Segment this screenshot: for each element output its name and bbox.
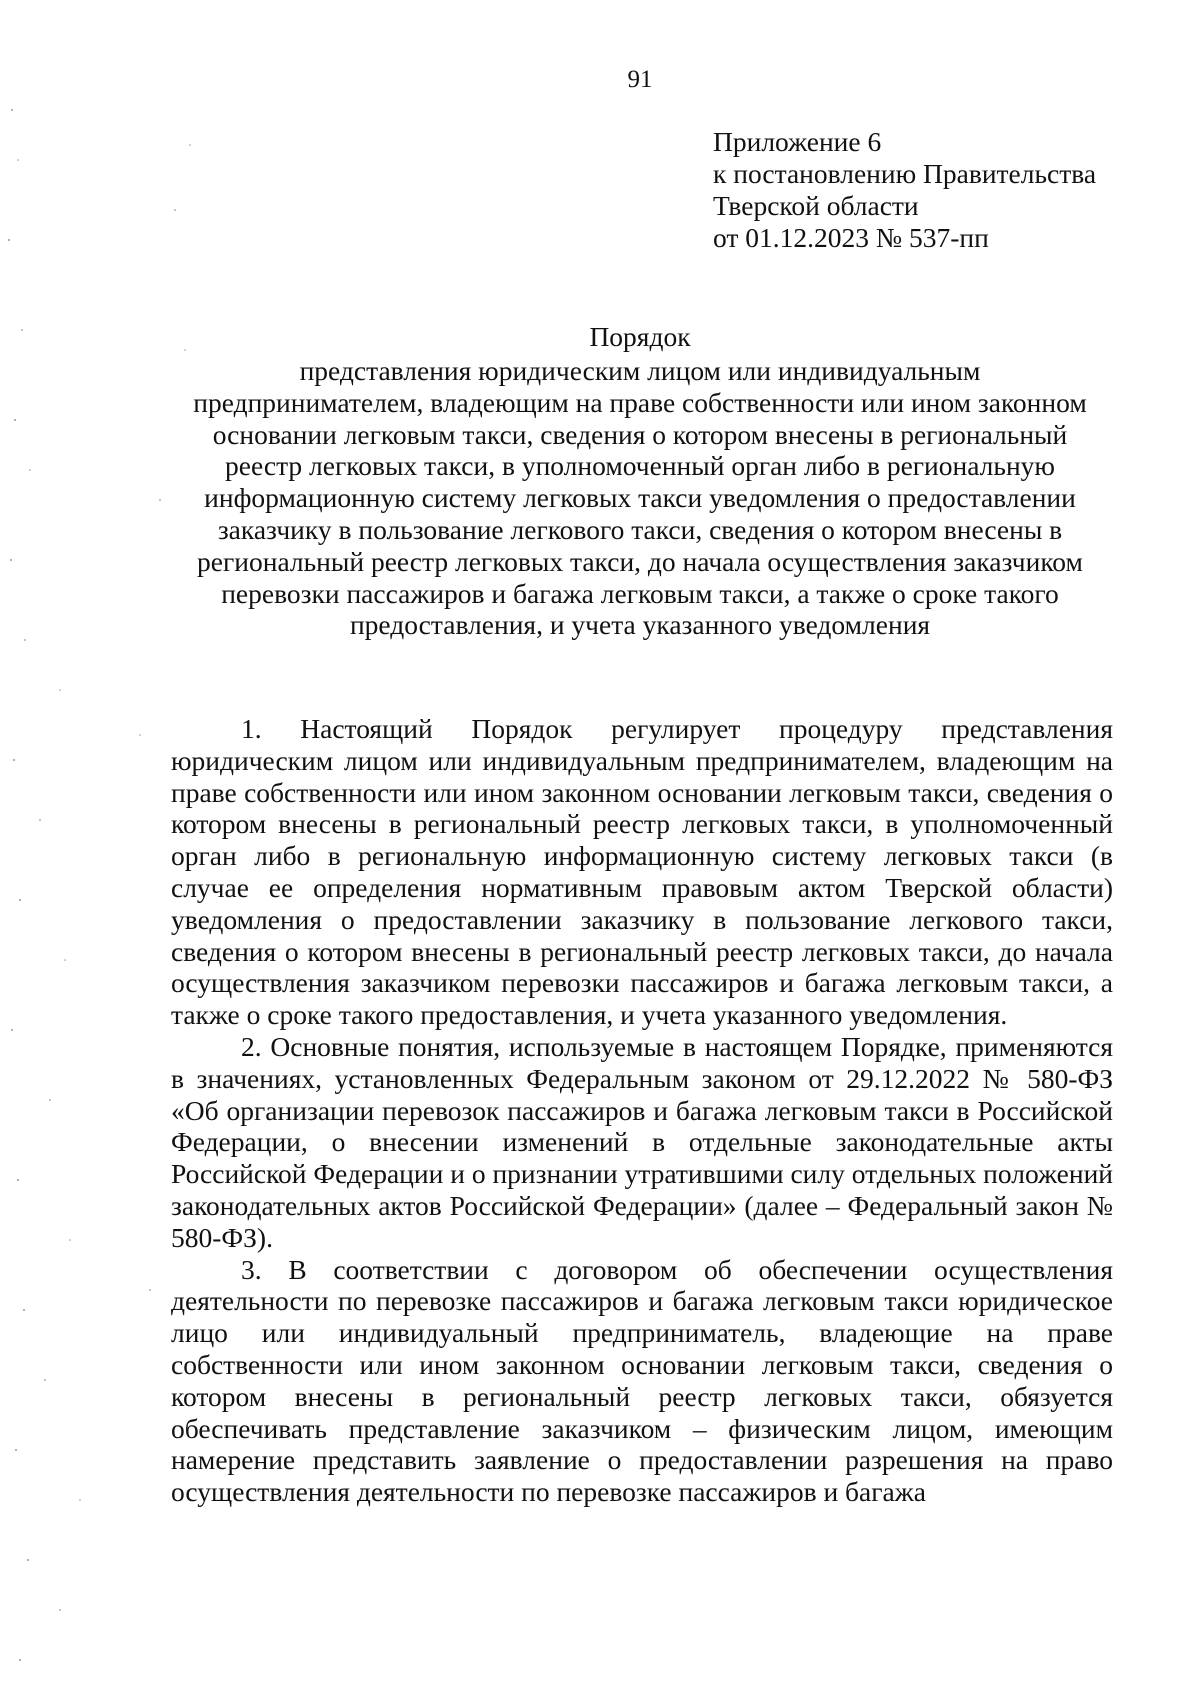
appendix-line: к постановлению Правительства (713, 158, 1097, 189)
subtitle-line: предпринимателем, владеющим на праве собственности или ином законном (193, 386, 1087, 418)
subtitle-line: заказчику в пользование легкового такси, сведения о котором внесены в (217, 513, 1063, 545)
appendix-line: Приложение 6 (713, 126, 882, 157)
appendix-block (713, 126, 1183, 254)
subtitle-line: региональный реестр легковых такси, до начала осуществления заказчиком (197, 545, 1083, 577)
appendix-line: от 01.12.2023 № 537-пп (713, 222, 989, 253)
page-number: 91 (627, 66, 653, 93)
document-body (171, 713, 1113, 1508)
subtitle-line: информационную систему легковых такси уведомления о предоставлении (204, 482, 1076, 514)
subtitle-line: представления юридическим лицом или индивидуальным (299, 355, 981, 386)
appendix-line: Тверской области (713, 190, 919, 221)
document-subtitle (170, 355, 1110, 641)
paragraph-3: 3. В соответствии с договором об обеспечении осуществления деятельности по перевозке пассажиров и багажа легковым такси юридическое лицо или индивидуальный предприниматель, владеющие на праве собственности или ином законном основании легковым такси, сведения о котором внесены в региональный реестр легковых такси, обязуется обеспечивать представление заказчиком – физическим лицом, имеющим намерение представить заявление о предоставлении разрешения на право осуществления деятельности по перевозке пассажиров и багажа (171, 1253, 1113, 1508)
document-title: Порядок (589, 321, 691, 352)
paragraph-1: 1. Настоящий Порядок регулирует процедуру представления юридическим лицом или индивидуальным предпринимателем, владеющим на праве собственности или ином законном основании легковым такси, сведения о котором внесены в региональный реестр легковых такси, в уполномоченный орган либо в региональную информационную систему легковых такси (в случае ее определения нормативным правовым актом Тверской области) уведомления о предоставлении заказчику в пользование легкового такси, сведения о котором внесены в региональный реестр легковых такси, до начала осуществления заказчиком перевозки пассажиров и багажа легковым такси, а также о сроке такого предоставления, и учета указанного уведомления. (171, 713, 1113, 1031)
subtitle-line: перевозки пассажиров и багажа легковым такси, а также о сроке такого (221, 577, 1059, 609)
subtitle-line: основании легковым такси, сведения о котором внесены в региональный (212, 418, 1068, 450)
paragraph-2: 2. Основные понятия, используемые в настоящем Порядке, применяются в значениях, установленных Федеральным законом от 29.12.2022 № 580-ФЗ «Об организации перевозок пассажиров и багажа легковым такси в Российской Федерации, о внесении изменений в отдельные законодательные акты Российской Федерации и о признании утратившими силу отдельных положений законодательных актов Российской Федерации» (далее – Федеральный закон № 580-ФЗ). (171, 1030, 1113, 1253)
subtitle-line: предоставления, и учета указанного уведомления (349, 609, 931, 641)
scan-noise (0, 0, 200, 1702)
subtitle-line: реестр легковых такси, в уполномоченный орган либо в региональную (225, 450, 1055, 482)
